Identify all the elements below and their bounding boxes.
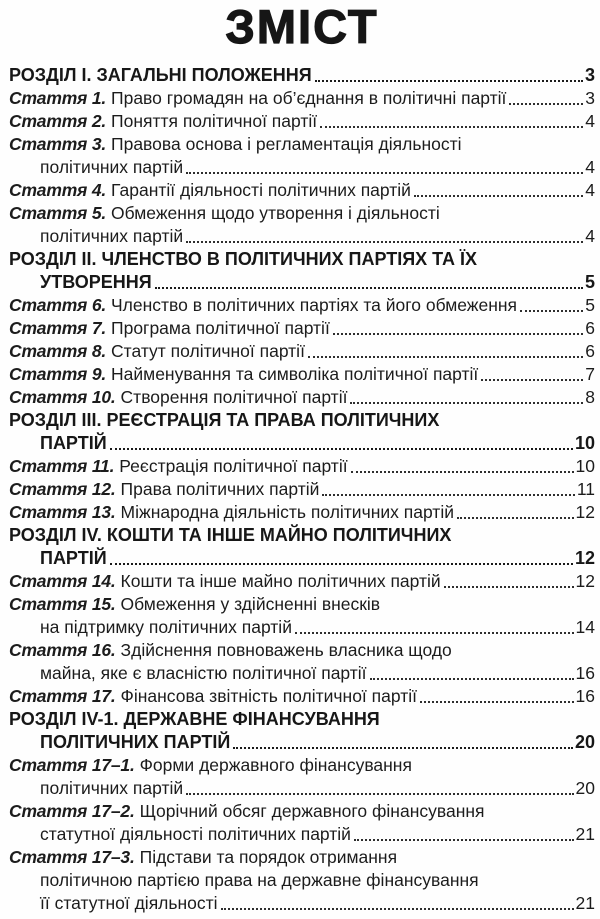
article-number-label: Стаття 1. xyxy=(9,88,107,108)
toc-section-entry xyxy=(9,408,595,431)
toc-section-entry xyxy=(9,546,595,569)
page-title: ЗМІСТ xyxy=(225,0,379,53)
entry-page-number: 21 xyxy=(575,893,595,913)
entry-title: РОЗДІЛ III. РЕЄСТРАЦІЯ ТА ПРАВА ПОЛІТИЧНИХ xyxy=(9,410,440,430)
toc-article-entry xyxy=(9,615,595,638)
toc-article-entry xyxy=(9,661,595,684)
entry-page-number: 21 xyxy=(575,824,595,844)
dot-leader xyxy=(233,747,573,749)
toc-section-entry xyxy=(9,247,595,270)
toc-article-entry xyxy=(9,776,595,799)
entry-title: політичних партій xyxy=(40,226,184,246)
entry-title: Обмеження у здійсненні внесків xyxy=(120,594,381,614)
toc-article-entry xyxy=(9,638,595,661)
entry-title: Правова основа і регламентація діяльності xyxy=(111,134,462,154)
entry-title: ПАРТІЙ xyxy=(40,433,107,453)
article-number-label: Стаття 17–3. xyxy=(9,847,135,867)
dot-leader xyxy=(186,793,573,795)
entry-page-number: 12 xyxy=(575,502,595,522)
entry-title: Програма політичної партії xyxy=(111,318,330,338)
dot-leader xyxy=(457,517,574,519)
entry-page-number: 4 xyxy=(585,157,595,177)
dot-leader xyxy=(155,287,583,289)
dot-leader xyxy=(420,701,574,703)
entry-page-number: 16 xyxy=(575,663,595,683)
dot-leader xyxy=(322,494,574,496)
entry-page-number: 4 xyxy=(585,111,595,131)
toc-article-entry xyxy=(9,224,595,247)
entry-title: її статутної діяльності xyxy=(40,893,218,913)
toc-article-entry xyxy=(9,799,595,822)
dot-leader xyxy=(315,80,583,82)
article-number-label: Стаття 12. xyxy=(9,479,116,499)
toc-section-entry xyxy=(9,707,595,730)
entry-title: Підстави та порядок отримання xyxy=(139,847,398,867)
entry-title: Створення політичної партії xyxy=(120,387,348,407)
article-number-label: Стаття 6. xyxy=(9,295,107,315)
entry-title: Міжнародна діяльність політичних партій xyxy=(120,502,454,522)
article-number-label: Стаття 8. xyxy=(9,341,107,361)
entry-page-number: 5 xyxy=(585,295,595,315)
entry-title: Право громадян на об’єднання в політичні партії xyxy=(111,88,507,108)
article-number-label: Стаття 17. xyxy=(9,686,116,706)
article-number-label: Стаття 15. xyxy=(9,594,116,614)
toc-article-entry xyxy=(9,569,595,592)
article-number-label: Стаття 3. xyxy=(9,134,107,154)
toc-section-entry xyxy=(9,431,595,454)
entry-title: Здійснення повноважень власника щодо xyxy=(120,640,452,660)
dot-leader xyxy=(320,126,583,128)
entry-title: Статут політичної партії xyxy=(111,341,305,361)
entry-title: Гарантії діяльності політичних партій xyxy=(111,180,411,200)
article-number-label: Стаття 17–1. xyxy=(9,755,135,775)
entry-title: ПОЛІТИЧНИХ ПАРТІЙ xyxy=(40,732,231,752)
toc-article-entry xyxy=(9,454,595,477)
dot-leader xyxy=(295,632,574,634)
entry-page-number: 6 xyxy=(585,341,595,361)
toc-article-entry xyxy=(9,868,595,891)
entry-page-number: 11 xyxy=(576,479,595,499)
article-number-label: Стаття 17–2. xyxy=(9,801,135,821)
dot-leader xyxy=(333,333,583,335)
entry-title: Найменування та символіка політичної партії xyxy=(111,364,479,384)
toc-article-entry xyxy=(9,477,595,500)
entry-page-number: 20 xyxy=(575,778,595,798)
toc-article-entry xyxy=(9,293,595,316)
entry-title: політичних партій xyxy=(40,157,184,177)
entry-page-number: 12 xyxy=(574,548,595,568)
entry-title: ПАРТІЙ xyxy=(40,548,107,568)
toc-section-entry xyxy=(9,270,595,293)
entry-title: політичних партій xyxy=(40,778,184,798)
article-number-label: Стаття 10. xyxy=(9,387,116,407)
dot-leader xyxy=(350,402,583,404)
entry-title: Форми державного фінансування xyxy=(139,755,412,775)
dot-leader xyxy=(186,241,583,243)
dot-leader xyxy=(414,195,583,197)
dot-leader xyxy=(351,471,574,473)
entry-page-number: 12 xyxy=(575,571,595,591)
table-of-contents xyxy=(9,63,595,914)
article-number-label: Стаття 9. xyxy=(9,364,107,384)
toc-section-entry xyxy=(9,63,595,86)
entry-title: на підтримку політичних партій xyxy=(40,617,292,637)
entry-title: Кошти та інше майно політичних партій xyxy=(120,571,441,591)
dot-leader xyxy=(221,908,574,910)
toc-article-entry xyxy=(9,86,595,109)
entry-title: РОЗДІЛ IV. КОШТИ ТА ІНШЕ МАЙНО ПОЛІТИЧНИХ xyxy=(9,525,452,545)
entry-page-number: 8 xyxy=(585,387,595,407)
dot-leader xyxy=(481,379,583,381)
article-number-label: Стаття 16. xyxy=(9,640,116,660)
article-number-label: Стаття 7. xyxy=(9,318,107,338)
entry-title: майна, яке є власністю політичної партії xyxy=(40,663,367,683)
entry-page-number: 4 xyxy=(585,226,595,246)
toc-article-entry xyxy=(9,362,595,385)
dot-leader xyxy=(308,356,583,358)
toc-article-entry xyxy=(9,178,595,201)
article-number-label: Стаття 4. xyxy=(9,180,107,200)
toc-article-entry xyxy=(9,316,595,339)
toc-article-entry xyxy=(9,684,595,707)
dot-leader xyxy=(444,586,574,588)
article-number-label: Стаття 11. xyxy=(9,456,115,476)
toc-article-entry xyxy=(9,592,595,615)
dot-leader xyxy=(186,172,583,174)
entry-page-number: 10 xyxy=(575,456,595,476)
entry-page-number: 14 xyxy=(575,617,595,637)
toc-article-entry xyxy=(9,845,595,868)
article-number-label: Стаття 5. xyxy=(9,203,107,223)
entry-title: Права політичних партій xyxy=(120,479,320,499)
dot-leader xyxy=(110,448,573,450)
toc-article-entry xyxy=(9,822,595,845)
entry-page-number: 5 xyxy=(584,272,595,292)
entry-page-number: 4 xyxy=(585,180,595,200)
toc-section-entry xyxy=(9,523,595,546)
entry-title: Членство в політичних партіях та його обмеження xyxy=(111,295,518,315)
entry-title: УТВОРЕННЯ xyxy=(40,272,152,292)
dot-leader xyxy=(370,678,574,680)
entry-page-number: 20 xyxy=(574,732,595,752)
dot-leader xyxy=(509,103,583,105)
toc-article-entry xyxy=(9,339,595,362)
entry-title: РОЗДІЛ II. ЧЛЕНСТВО В ПОЛІТИЧНИХ ПАРТІЯХ ТА ЇХ xyxy=(9,249,478,269)
toc-article-entry xyxy=(9,385,595,408)
entry-page-number: 10 xyxy=(574,433,595,453)
entry-title: Фінансова звітність політичної партії xyxy=(120,686,417,706)
toc-article-entry xyxy=(9,132,595,155)
dot-leader xyxy=(520,310,583,312)
toc-article-entry xyxy=(9,753,595,776)
entry-title: Обмеження щодо утворення і діяльності xyxy=(111,203,440,223)
entry-title: РОЗДІЛ I. ЗАГАЛЬНІ ПОЛОЖЕННЯ xyxy=(9,65,312,85)
entry-page-number: 3 xyxy=(584,65,595,85)
entry-title: Реєстрація політичної партії xyxy=(119,456,348,476)
toc-article-entry xyxy=(9,500,595,523)
toc-article-entry xyxy=(9,155,595,178)
toc-section-entry xyxy=(9,730,595,753)
entry-page-number: 16 xyxy=(575,686,595,706)
entry-title: РОЗДІЛ IV-1. ДЕРЖАВНЕ ФІНАНСУВАННЯ xyxy=(9,709,380,729)
article-number-label: Стаття 2. xyxy=(9,111,107,131)
dot-leader xyxy=(354,839,574,841)
toc-article-entry xyxy=(9,891,595,914)
entry-page-number: 6 xyxy=(585,318,595,338)
entry-title: політичною партією права на державне фінансування xyxy=(40,870,479,890)
toc-article-entry xyxy=(9,201,595,224)
entry-page-number: 7 xyxy=(585,364,595,384)
entry-title: Щорічний обсяг державного фінансування xyxy=(139,801,485,821)
dot-leader xyxy=(110,563,573,565)
entry-title: статутної діяльності політичних партій xyxy=(40,824,351,844)
article-number-label: Стаття 14. xyxy=(9,571,116,591)
article-number-label: Стаття 13. xyxy=(9,502,116,522)
toc-article-entry xyxy=(9,109,595,132)
entry-page-number: 3 xyxy=(585,88,595,108)
entry-title: Поняття політичної партії xyxy=(111,111,318,131)
